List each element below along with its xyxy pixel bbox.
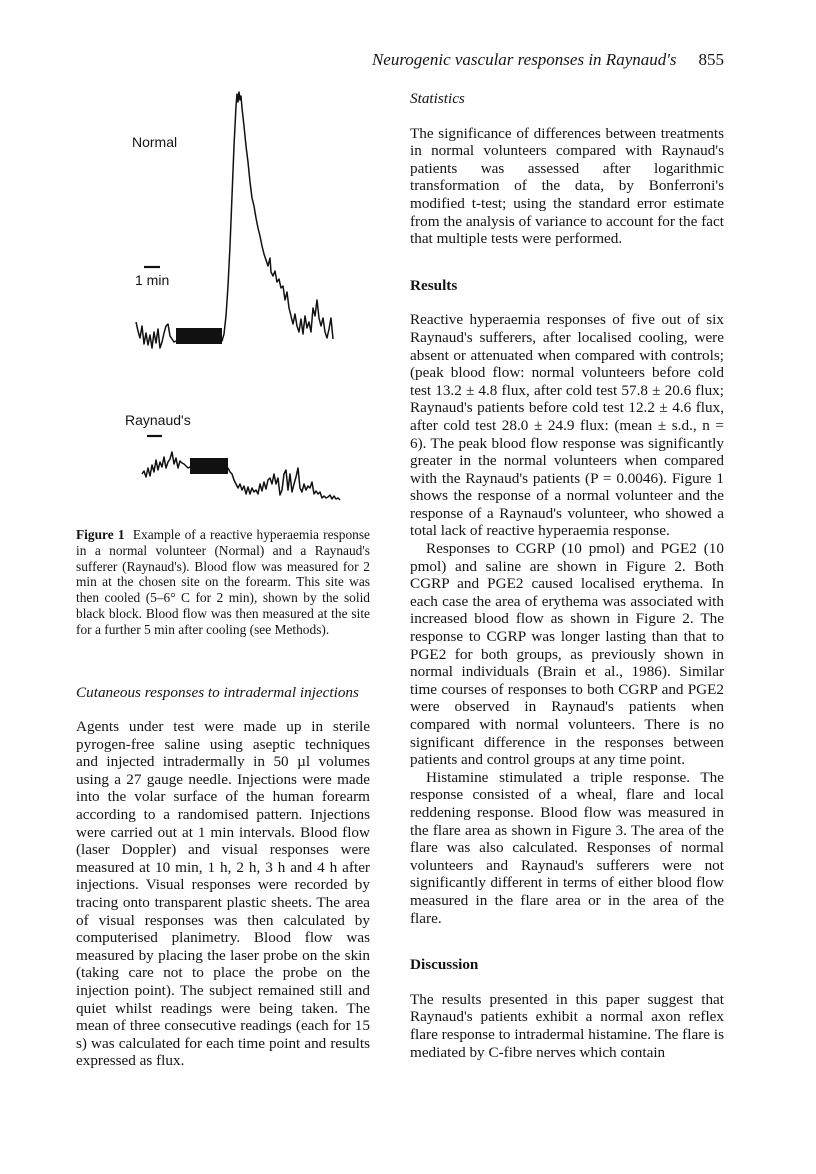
label-normal: Normal: [132, 134, 178, 150]
running-head: [372, 50, 724, 70]
methods-paragraph: Agents under test were made up in sterile pyrogen-free saline using aseptic techniques and injected intradermally in 50 µl volumes using a 27 gauge needle. Injections were made into the volar surface of the human forearm according to a randomised pattern. Injections were carried out at 1 min intervals. Blood flow (laser Doppler) and visual responses were measured at 10 min, 1 h, 2 h, 3 h and 4 h after injections. Visual responses were recorded by tracing onto transparent plastic sheets. The area of visual responses was then calculated by computerised planimetry. Blood flow was measured by placing the laser probe on the skin (taking care not to place the probe on the injection point). The subject remained still and quiet whilst readings were being taken. The mean of three consecutive readings (each for 15 s) was calculated for each time point and results expressed as flux.: [76, 718, 370, 1070]
figure-1: [76, 86, 376, 526]
figure-1-caption: [76, 527, 370, 638]
section-heading-statistics: Statistics: [410, 90, 465, 107]
results-paragraph-1: Reactive hyperaemia responses of five out of six Raynaud's sufferers, after localised cooling, were absent or attenuated when compared with controls; (peak blood flow: normal volunteers before cold test 13.2 ± 4.8 flux, after cold test 57.8 ± 20.6 flux; Raynaud's patients before cold test 12.2 ± 4.6 flux, after cold test 28.0 ± 24.9 flux: (mean ± s.d., n = 6). The peak blood flow response was significantly greater in the normal volunteers when compared with the Raynaud's patients (P = 0.0046). Figure 1 shows the response of a normal volunteer and the response of a Raynaud's volunteer, who showed a total lack of reactive hyperaemia response.: [410, 311, 724, 540]
section-heading-cutaneous: Cutaneous responses to intradermal injections: [76, 684, 359, 701]
page-number: 855: [698, 50, 724, 69]
discussion-paragraph: The results presented in this paper suggest that Raynaud's patients exhibit a normal axon reflex flare response to intradermal histamine. The flare is mediated by C-fibre nerves which contain: [410, 990, 724, 1061]
label-raynauds: Raynaud's: [125, 412, 191, 428]
section-heading-results: Results: [410, 276, 458, 294]
left-column-methods: [76, 718, 370, 1070]
label-one-minute: 1 min: [135, 272, 170, 288]
cooling-block-raynauds: [190, 458, 228, 474]
statistics-paragraph: The significance of differences between treatments in normal volunteers compared with Raynaud's patients was assessed after logarithmic transformation of the data, by Bonferroni's modified t-test; using the standard error estimate from the analysis of variance to account for the fact that multiple tests were performed.: [410, 124, 724, 248]
results-paragraph-2: Responses to CGRP (10 pmol) and PGE2 (10 pmol) and saline are shown in Figure 2. Both CGRP and PGE2 caused localised erythema. In each case the area of erythema was associated with increased blood flow as shown in Figure 2. The response to CGRP was longer lasting than that to PGE2 for both groups, as previously shown in normal individuals (Brain et al., 1986). Similar time courses of responses to both CGRP and PGE2 were observed in Raynaud's patients when compared with normal volunteers. There is no significant difference in the responses between patients and control groups at any time point.: [410, 540, 724, 769]
figure-caption-label: Figure 1: [76, 527, 125, 542]
figure-1-traces: [76, 86, 376, 526]
running-head-title: Neurogenic vascular responses in Raynaud's: [371, 50, 677, 69]
raynauds-blood-flow-trace: [142, 452, 340, 500]
cooling-block-normal: [176, 328, 222, 344]
normal-blood-flow-trace: [136, 92, 333, 348]
figure-caption-text: Example of a reactive hyperaemia response in a normal volunteer (Normal) and a Raynaud's sufferer (Raynaud's). Blood flow was measured for 2 min at the chosen site on the forearm. This site was then cooled (5–6° C for 2 min), shown by the solid black block. Blood flow was then measured at the site for a further 5 min after cooling (see Methods).: [76, 527, 370, 637]
section-heading-discussion: Discussion: [410, 956, 479, 974]
right-column: [410, 90, 724, 1061]
results-paragraph-3: Histamine stimulated a triple response. The response consisted of a wheal, flare and local reddening response. Blood flow was measured in the flare area as shown in Figure 3. The area of the flare was also calculated. Responses of normal volunteers and Raynaud's sufferers were not significantly different in terms of either blood flow measured in the flare area or in the area of the flare.: [410, 768, 724, 927]
